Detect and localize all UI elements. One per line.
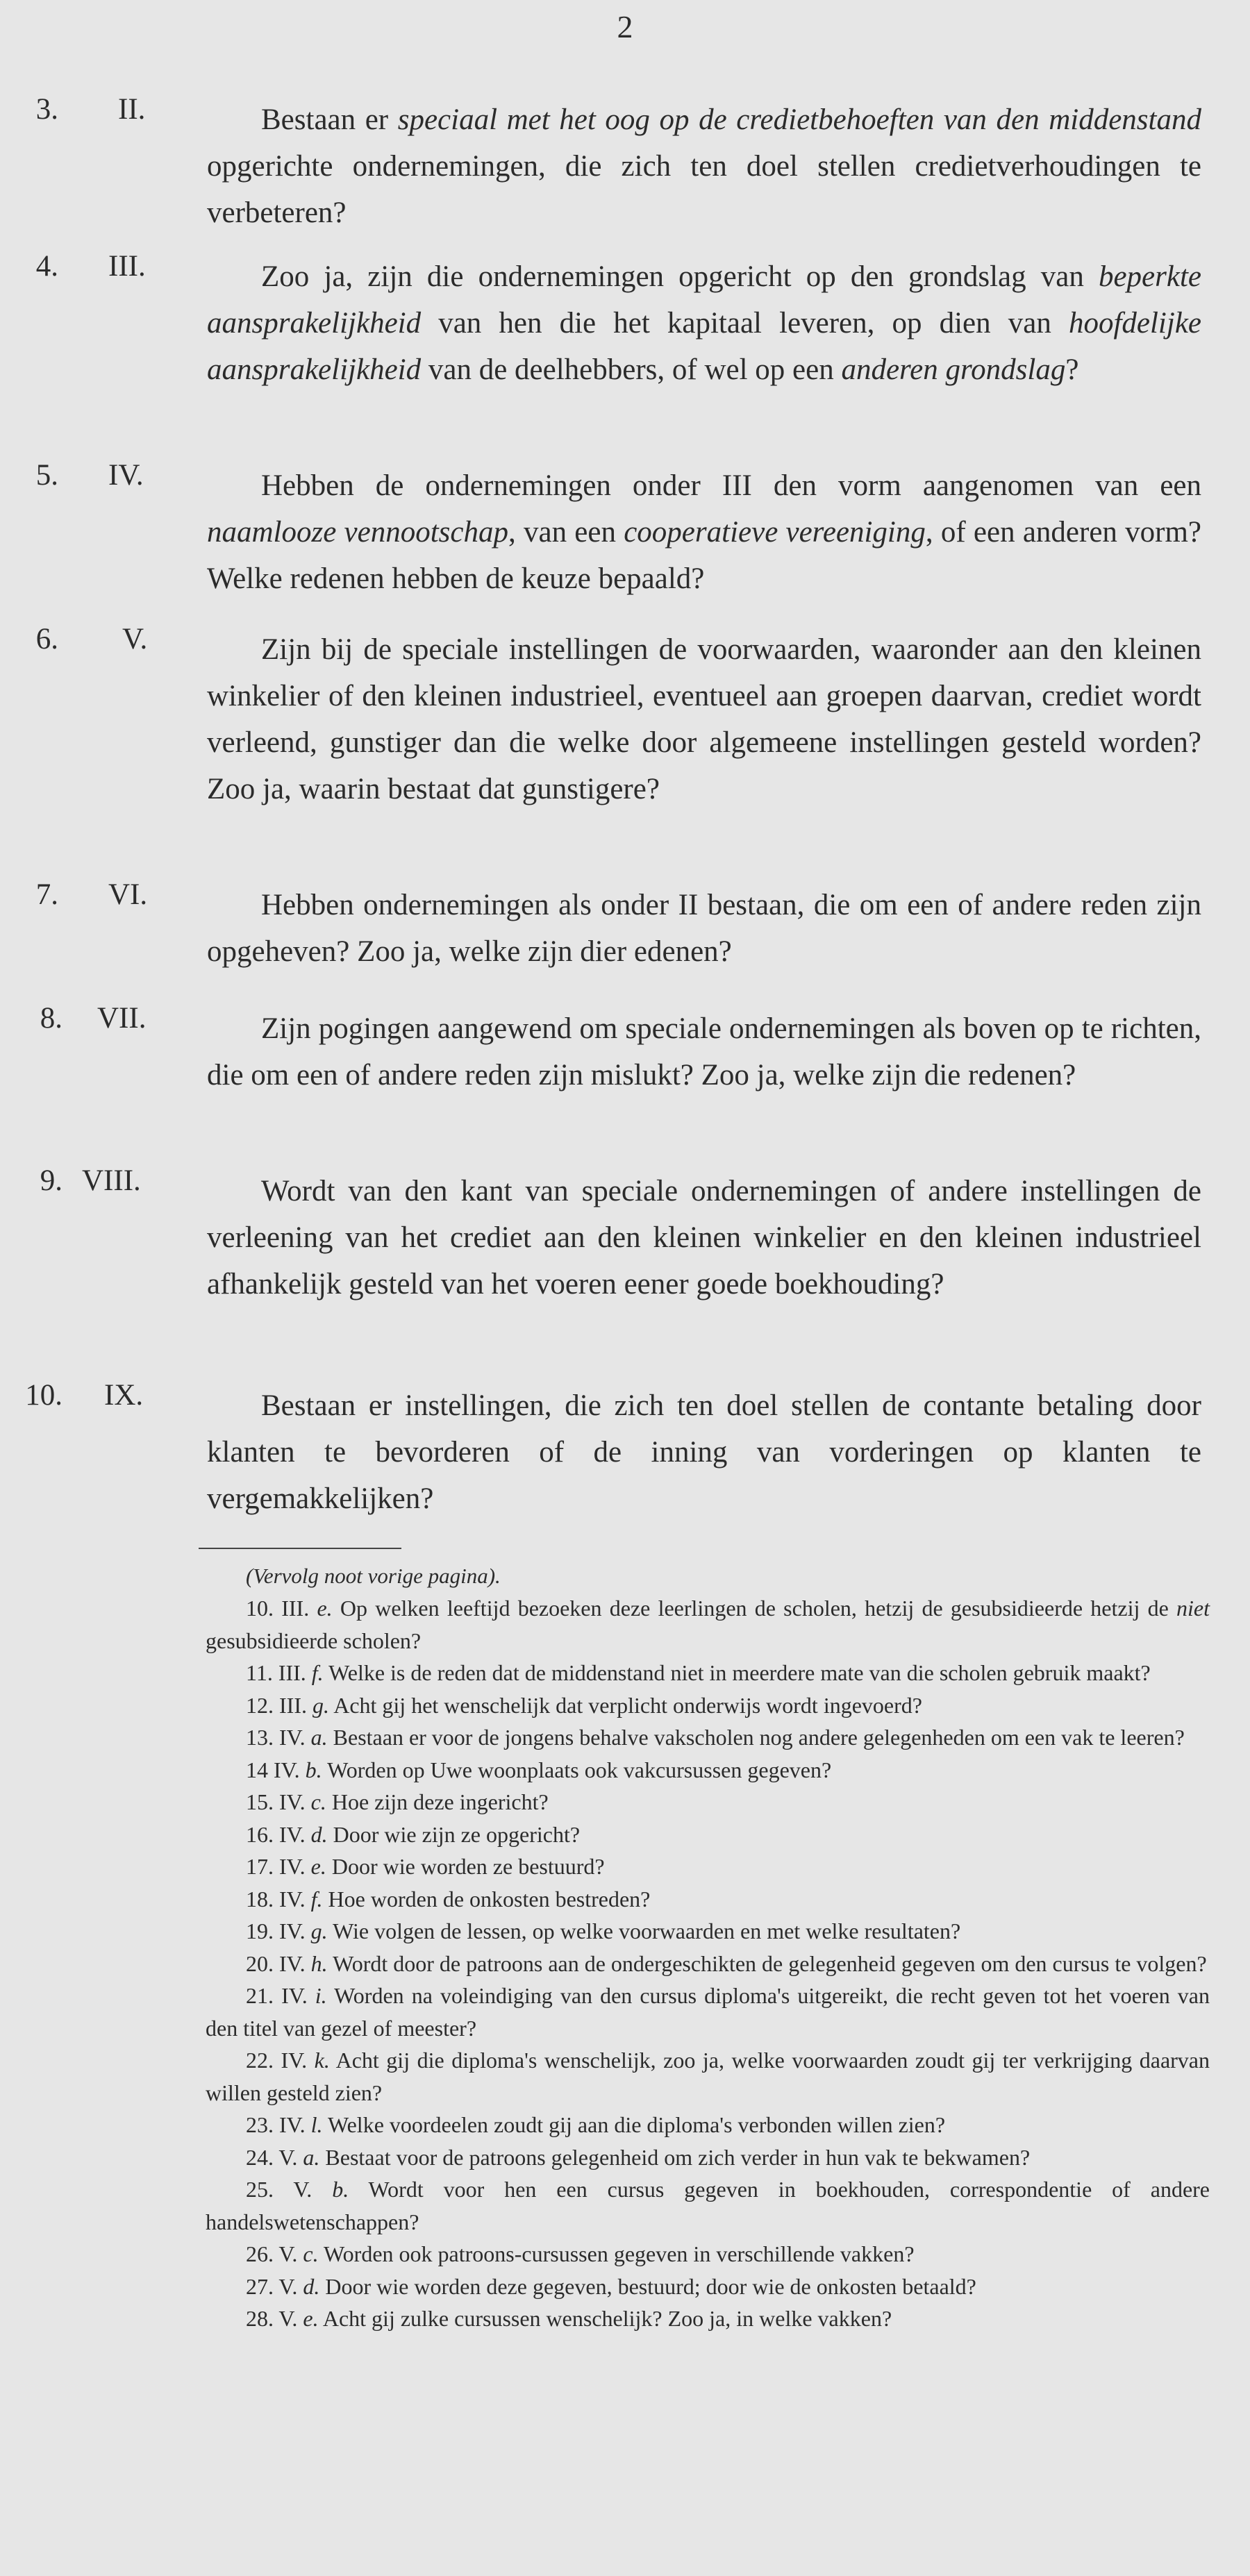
text-run: , van een: [508, 516, 624, 549]
footnote-item: [206, 1850, 1210, 1883]
italic-phrase: naamlooze vennootschap: [207, 516, 508, 549]
text-run: Hebben de ondernemingen onder III den vorm aangenomen van een: [261, 469, 1201, 502]
footnote-item: [206, 1754, 1210, 1787]
footnote-item: [206, 1915, 1210, 1948]
question-number: 7.: [35, 878, 58, 911]
text-run: gesubsidieerde scholen?: [206, 1628, 422, 1653]
text-run: Bestaan er voor de jongens behalve vakscholen nog andere gelegenheden om een vak te leeren?: [327, 1725, 1185, 1750]
italic-phrase: g.: [312, 1692, 329, 1718]
italic-phrase: e.: [317, 1596, 333, 1621]
text-run: Op welken leeftijd bezoeken deze leerlingen de scholen, hetzij de gesubsidieerde hetzij de: [332, 1596, 1177, 1621]
italic-phrase: d.: [303, 2273, 320, 2299]
question-text: [207, 253, 1201, 393]
italic-phrase: c.: [303, 2241, 319, 2266]
italic-phrase: cooperatieve vereeniging: [624, 516, 926, 549]
question-number: 4.: [35, 250, 58, 283]
italic-phrase: i.: [315, 1983, 327, 2008]
text-run: 19. IV.: [246, 1918, 311, 1943]
text-run: 15. IV.: [246, 1789, 311, 1814]
footnote-item: [206, 1883, 1210, 1916]
text-run: Bestaat voor de patroons gelegenheid om zich verder in hun vak te bekwamen?: [319, 2144, 1031, 2170]
text-run: Zoo ja, zijn die ondernemingen opgericht op den grondslag van: [261, 260, 1099, 293]
text-run: 10. III.: [246, 1596, 317, 1621]
text-run: 20. IV.: [246, 1950, 311, 1976]
italic-phrase: b.: [305, 1757, 322, 1782]
italic-phrase: h.: [310, 1950, 328, 1976]
question-roman: VIII.: [82, 1164, 141, 1197]
text-run: 24. V.: [246, 2144, 303, 2170]
text-run: Wordt van den kant van speciale ondernemingen of andere instellingen de verleening van het crediet aan den kleinen winkelier en den kleinen industrieel afhankelijk gesteld van het voeren eener goede boekhouding?: [207, 1175, 1201, 1300]
text-run: Door wie worden deze gegeven, bestuurd; door wie de onkosten betaald?: [319, 2273, 976, 2299]
text-run: Bestaan er instellingen, die zich ten doel stellen de contante betaling door klanten te bevorderen of de inning van vorderingen op klanten te vergemakkelijken?: [207, 1389, 1201, 1515]
question-text: [207, 1168, 1201, 1307]
question-number: 8.: [40, 1002, 62, 1035]
question-text: [207, 882, 1201, 975]
footnotes: [206, 1560, 1210, 2335]
footnote-list: [206, 1592, 1210, 2335]
text-run: 27. V.: [246, 2273, 303, 2299]
text-run: Acht gij die diploma's wenschelijk, zoo ja, welke voorwaarden zoudt gij ter verkrijging daarvan willen gesteld zien?: [206, 2048, 1210, 2105]
footnote-item: [206, 1721, 1210, 1754]
question-text: [207, 97, 1201, 236]
text-run: 14 IV.: [246, 1757, 306, 1782]
question-roman: II.: [118, 93, 146, 126]
footnote-item: [206, 2302, 1210, 2335]
text-run: 21. IV.: [246, 1983, 315, 2008]
question-roman: VII.: [97, 1002, 147, 1035]
question-number: 10.: [25, 1379, 62, 1412]
footnote-item: [206, 1786, 1210, 1818]
text-run: 16. IV.: [246, 1821, 311, 1847]
text-run: van hen die het kapitaal leveren, op dien van: [421, 307, 1069, 340]
text-run: Hebben ondernemingen als onder II bestaan, die om een of andere reden zijn opgeheven? Zoo ja, welke zijn dier edenen?: [207, 889, 1201, 968]
footnote-item: [206, 2141, 1210, 2174]
footnote-item: [206, 2173, 1210, 2238]
question-roman: III.: [108, 250, 146, 283]
text-run: Wordt voor hen een cursus gegeven in boekhouden, correspondentie of andere handelswetenschappen?: [206, 2177, 1210, 2234]
italic-phrase: f.: [311, 1660, 324, 1685]
question-text: [207, 462, 1201, 602]
italic-phrase: e.: [310, 1854, 326, 1879]
italic-phrase: c.: [310, 1789, 326, 1814]
text-run: Wordt door de patroons aan de ondergeschikten de gelegenheid gegeven om den cursus te volgen?: [327, 1950, 1207, 1976]
italic-phrase: anderen grondslag: [841, 353, 1066, 386]
question-text: [207, 626, 1201, 812]
text-run: 26. V.: [246, 2241, 303, 2266]
footnote-item: [206, 1948, 1210, 1980]
text-run: Worden op Uwe woonplaats ook vakcursussen gegeven?: [322, 1757, 832, 1782]
italic-phrase: speciaal met het oog op de credietbehoeften van den middenstand: [397, 103, 1201, 136]
text-run: 18. IV.: [246, 1886, 311, 1912]
footnote-item: [206, 1592, 1210, 1657]
text-run: Hoe zijn deze ingericht?: [326, 1789, 549, 1814]
italic-phrase: f.: [310, 1886, 323, 1912]
footnote-item: [206, 1657, 1210, 1689]
text-run: 28. V.: [246, 2306, 303, 2331]
footnote-header-text: (Vervolg noot vorige pagina).: [246, 1564, 501, 1588]
footnote-header: [206, 1560, 1210, 1592]
footnote-item: [206, 1980, 1210, 2044]
italic-phrase: l.: [310, 2112, 323, 2137]
question-number: 5.: [35, 459, 58, 492]
text-run: Worden ook patroons-cursussen gegeven in verschillende vakken?: [318, 2241, 915, 2266]
footnote-divider: [199, 1548, 401, 1549]
italic-phrase: e.: [303, 2306, 319, 2331]
italic-phrase: b.: [332, 2177, 349, 2202]
question-roman: VI.: [108, 878, 148, 911]
question-roman: IX.: [104, 1379, 144, 1412]
text-run: Door wie worden ze bestuurd?: [326, 1854, 605, 1879]
text-run: Zijn pogingen aangewend om speciale ondernemingen als boven op te richten, die om een of andere reden zijn mislukt? Zoo ja, welke zijn die redenen?: [207, 1012, 1201, 1092]
footnote-item: [206, 2109, 1210, 2141]
text-run: Welke is de reden dat de middenstand niet in meerdere mate van die scholen gebruik maakt?: [323, 1660, 1151, 1685]
question-number: 9.: [40, 1164, 62, 1197]
text-run: Hoe worden de onkosten bestreden?: [322, 1886, 651, 1912]
italic-phrase: g.: [310, 1918, 328, 1943]
text-run: 22. IV.: [246, 2048, 315, 2073]
text-run: opgerichte ondernemingen, die zich ten doel stellen credietverhoudingen te verbeteren?: [207, 150, 1201, 229]
text-run: Bestaan er: [261, 103, 398, 136]
question-number: 6.: [35, 623, 58, 655]
italic-phrase: beperkte aansprakelijkheid: [207, 260, 1201, 340]
footnote-item: [206, 2238, 1210, 2270]
text-run: 12. III.: [246, 1692, 312, 1718]
text-run: 17. IV.: [246, 1854, 311, 1879]
text-run: van de deelhebbers, of wel op een: [421, 353, 842, 386]
italic-phrase: hoofdelijke aansprakelijkheid: [207, 307, 1201, 386]
footnote-item: [206, 2044, 1210, 2109]
italic-phrase: niet: [1176, 1596, 1210, 1621]
text-run: Acht gij zulke cursussen wenschelijk? Zoo ja, in welke vakken?: [318, 2306, 892, 2331]
question-roman: IV.: [108, 459, 144, 492]
question-text: [207, 1382, 1201, 1522]
question-text: [207, 1005, 1201, 1098]
page-number: 2: [617, 9, 633, 44]
text-run: Door wie zijn ze opgericht?: [327, 1821, 581, 1847]
italic-phrase: d.: [310, 1821, 328, 1847]
text-run: Wie volgen de lessen, op welke voorwaarden en met welke resultaten?: [327, 1918, 961, 1943]
text-run: 13. IV.: [246, 1725, 311, 1750]
text-run: , of een anderen vorm? Welke redenen hebben de keuze bepaald?: [207, 516, 1201, 595]
text-run: 25. V.: [246, 2177, 333, 2202]
footnote-item: [206, 1818, 1210, 1851]
text-run: Acht gij het wenschelijk dat verplicht onderwijs wordt ingevoerd?: [328, 1692, 922, 1718]
italic-phrase: k.: [314, 2048, 330, 2073]
question-number: 3.: [35, 93, 58, 126]
footnote-item: [206, 1689, 1210, 1722]
footnote-item: [206, 2270, 1210, 2303]
text-run: 23. IV.: [246, 2112, 311, 2137]
text-run: Worden na voleindiging van den cursus diploma's uitgereikt, die recht geven tot het voeren van den titel van gezel of meester?: [206, 1983, 1210, 2041]
italic-phrase: a.: [303, 2144, 320, 2170]
question-roman: V.: [122, 623, 148, 655]
italic-phrase: a.: [310, 1725, 328, 1750]
text-run: Welke voordeelen zoudt gij aan die diploma's verbonden willen zien?: [322, 2112, 946, 2137]
text-run: ?: [1065, 353, 1079, 386]
text-run: 11. III.: [246, 1660, 312, 1685]
text-run: Zijn bij de speciale instellingen de voorwaarden, waaronder aan den kleinen winkelier of den kleinen industrieel, eventueel aan groepen daarvan, crediet wordt verleend, gunstiger dan die welke door algemeene instellingen gesteld worden? Zoo ja, waarin bestaat dat gunstigere?: [207, 633, 1201, 805]
